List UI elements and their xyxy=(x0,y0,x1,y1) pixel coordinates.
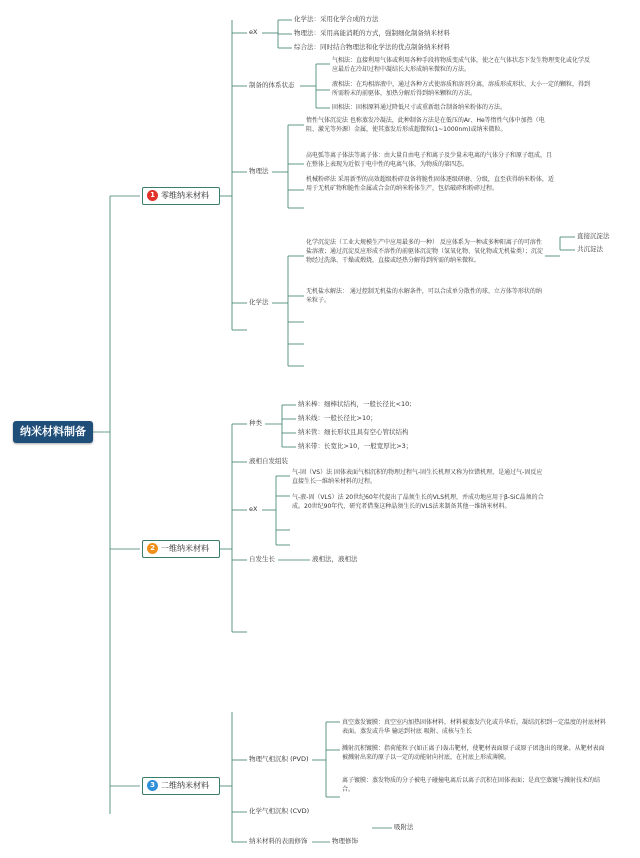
node-self-growth: 自发生长 xyxy=(249,555,275,563)
badge-2-icon: 2 xyxy=(147,543,158,554)
ex2-vs: 气-固（VS）法 固体表面气相沉积的物理过程气-固生长机理又称为位错机理，是通过气-固反应直接生长一维纳米材料的过程。 xyxy=(292,469,543,485)
node-pvd: 物理气相沉积 (PVD) xyxy=(249,755,309,763)
category-zero-dim xyxy=(142,187,220,205)
node-chemical: 化学法 xyxy=(249,298,269,306)
chemical-hydrolysis: 无机盐水解法： 通过控制无机盐的水解条件，可以合成单分散性的球、立方体等形状的纳米粒子。 xyxy=(306,288,542,304)
physical-milling: 机械粉碎法 采用新型的高效超级粉碎设备将脆性固体逐级研磨、分级，直至获得纳米粉体，适用于无机矿物和脆性金属或合金的纳米粉体生产，包括破碎和粉碎过程。 xyxy=(306,176,554,192)
node-physical: 物理法 xyxy=(249,167,269,175)
node-surface-modification: 纳米材料的表面修饰 xyxy=(249,837,308,845)
badge-3-icon: 3 xyxy=(147,780,158,791)
precip-direct: 直接沉淀法 xyxy=(577,232,610,240)
category-two-dim xyxy=(142,777,220,795)
node-ex-1: eX xyxy=(249,28,258,36)
category-label: 二维纳米材料 xyxy=(161,781,209,790)
type-nanotube: 纳米管：细长形状且具有空心管状结构 xyxy=(298,428,409,436)
ex-item-combined: 综合法：同时结合物理法和化学法的优点制备纳米材料 xyxy=(294,43,450,51)
ex-item-physical: 物理法：采用高能消耗的方式，强制细化制备纳米材料 xyxy=(294,29,450,37)
node-ex-2: eX xyxy=(249,505,258,513)
physical-inert-gas: 惰性气体沉淀法 也称蒸发冷凝法，此种制备方法是在低压的Ar、He等惰性气体中加热（电阻、激光等外源）金属，使其蒸发后形成超微粒(1~1000nm)或纳米微粒。 xyxy=(306,117,545,133)
pvd-sputtering: 溅射沉积镀膜：指荷能粒子(如正离子)轰击靶材，使靶材表面原子或原子团逸出的现象。从靶材表面被溅射出来的原子以一定的动能射向衬底，在衬底上形成薄膜。 xyxy=(342,745,605,761)
ex2-vls: 气-液-固（VLS）法 20世纪60年代提出了晶须生长的VLS机理，并成功地应用于β-SiC晶须的合成。20世纪90年代，研究者借鉴这种晶须生长的VLS法来制备其他一维纳米材料。 xyxy=(292,494,544,510)
node-cvd: 化学气相沉积 (CVD) xyxy=(249,807,310,815)
category-one-dim xyxy=(142,540,220,558)
root-node: 纳米材料制备 xyxy=(13,421,93,443)
physical-plasma: 高电弧等离子体法等离子体：由大量自由电子和离子及少量未电离的气体分子和原子组成，且在整体上表现为近似于电中性的电离气体，为物质的第四态。 xyxy=(306,152,553,168)
chemical-precipitation: 化学沉淀法（工业大规模生产中应用最多的一种） 反应体系为一种或多种阳离子的可溶性盐溶液；通过沉淀反应形成不溶性的前驱体沉淀物（氢氧化物、氧化物或无机盐类）；沉淀物经过洗涤、干燥或煅烧，直接或经热分解得到所需的纳米微粒。 xyxy=(306,239,544,264)
precip-co: 共沉淀法 xyxy=(577,245,603,253)
system-liquid-phase: 液相法：在均相溶液中，通过各种方式使溶质和溶剂分离，溶质形成形状、大小一定的颗粒，得到所需粉末的前驱体，加热分解后得到纳米颗粒的方法。 xyxy=(332,81,591,97)
node-adsorption: 吸附法 xyxy=(394,823,414,831)
ex-item-chemical: 化学法：采用化学合成的方法 xyxy=(294,15,379,23)
node-types: 种类 xyxy=(249,419,262,427)
type-nanorod: 纳米棒：细棒状结构，一般长径比<10; xyxy=(298,400,412,408)
type-nanobelt: 纳米带：长宽比>10，一般宽厚比>3； xyxy=(298,442,413,450)
node-physical-modification: 物理修饰 xyxy=(332,837,358,845)
badge-1-icon: 1 xyxy=(147,190,158,201)
type-nanowire: 纳米线：一般长径比>10； xyxy=(298,414,377,422)
node-liquid-self-assembly: 液相自发组装 xyxy=(249,457,288,465)
node-system-state: 制备的体系状态 xyxy=(249,81,295,89)
category-label: 一维纳米材料 xyxy=(161,544,209,553)
system-solid-phase: 固相法：固相原料通过降低尺寸或重新组合制备纳米粉体的方法。 xyxy=(332,104,507,111)
self-growth-item: 液相法，液相法 xyxy=(312,555,358,563)
category-label: 零维纳米材料 xyxy=(161,191,209,200)
pvd-evaporation: 真空蒸发镀膜：真空室内加热固体材料，材料被蒸发汽化或升华后，凝结沉积到一定温度的衬底材料表面。蒸发或升华 输运到衬底 吸附、成核与生长 xyxy=(342,719,607,735)
pvd-ion-plating: 离子镀膜：蒸发物质的分子被电子碰撞电离后以离子沉积在固体表面；是真空蒸镀与溅射技术的结合。 xyxy=(342,777,601,793)
system-gas-phase: 气相法：直接利用气体或利用各种手段将物质变成气体，使之在气体状态下发生物理变化或化学反应最后在冷却过程中凝结长大形成纳米微粒的方法。 xyxy=(332,57,591,73)
